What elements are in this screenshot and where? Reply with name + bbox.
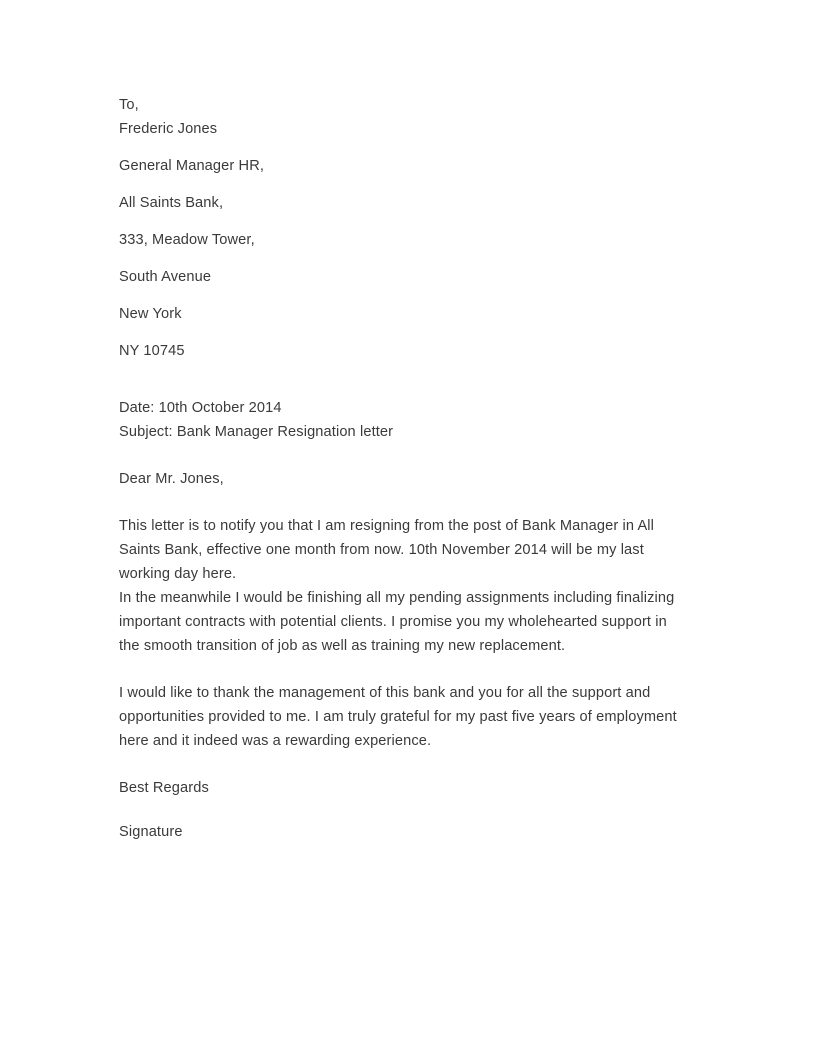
spacer-before-closing bbox=[119, 753, 687, 776]
body-paragraph-3: I would like to thank the management of this bank and you for all the support and opportunities provided to me. I am truly grateful for my past five years of employment here and it indeed was a rewarding experience. bbox=[119, 685, 677, 749]
recipient-address-block bbox=[119, 93, 687, 363]
recipient-name: Frederic Jones bbox=[119, 121, 218, 137]
recipient-state-zip: NY 10745 bbox=[119, 343, 185, 359]
recipient-city: New York bbox=[119, 306, 182, 322]
greeting-line: Dear Mr. Jones, bbox=[119, 471, 224, 487]
recipient-title: General Manager HR, bbox=[119, 158, 265, 174]
recipient-to-label: To, bbox=[119, 97, 139, 113]
spacer-before-greeting bbox=[119, 444, 687, 467]
spacer-before-meta bbox=[119, 376, 687, 396]
body-paragraph-1: This letter is to notify you that I am resigning from the post of Bank Manager in All Saints Bank, effective one month from now. 10th November 2014 will be my last working day here. bbox=[119, 518, 655, 582]
spacer-before-body bbox=[119, 491, 687, 514]
date-line: Date: 10th October 2014 bbox=[119, 400, 282, 416]
subject-line: Subject: Bank Manager Resignation letter bbox=[119, 424, 394, 440]
spacer-before-signature bbox=[119, 800, 687, 820]
body-paragraph-2: In the meanwhile I would be finishing all my pending assignments including finalizing important contracts with potential clients. I promise you my wholehearted support in the smooth transition of job as well as training my new replacement. bbox=[119, 590, 675, 654]
letter-body bbox=[119, 93, 687, 844]
recipient-area: South Avenue bbox=[119, 269, 212, 285]
spacer-before-paragraph-3 bbox=[119, 658, 687, 681]
signature-label: Signature bbox=[119, 824, 183, 840]
closing-block bbox=[119, 776, 687, 844]
letter-meta-block bbox=[119, 396, 687, 444]
recipient-organization: All Saints Bank, bbox=[119, 195, 224, 211]
recipient-street: 333, Meadow Tower, bbox=[119, 232, 255, 248]
valediction: Best Regards bbox=[119, 780, 209, 796]
